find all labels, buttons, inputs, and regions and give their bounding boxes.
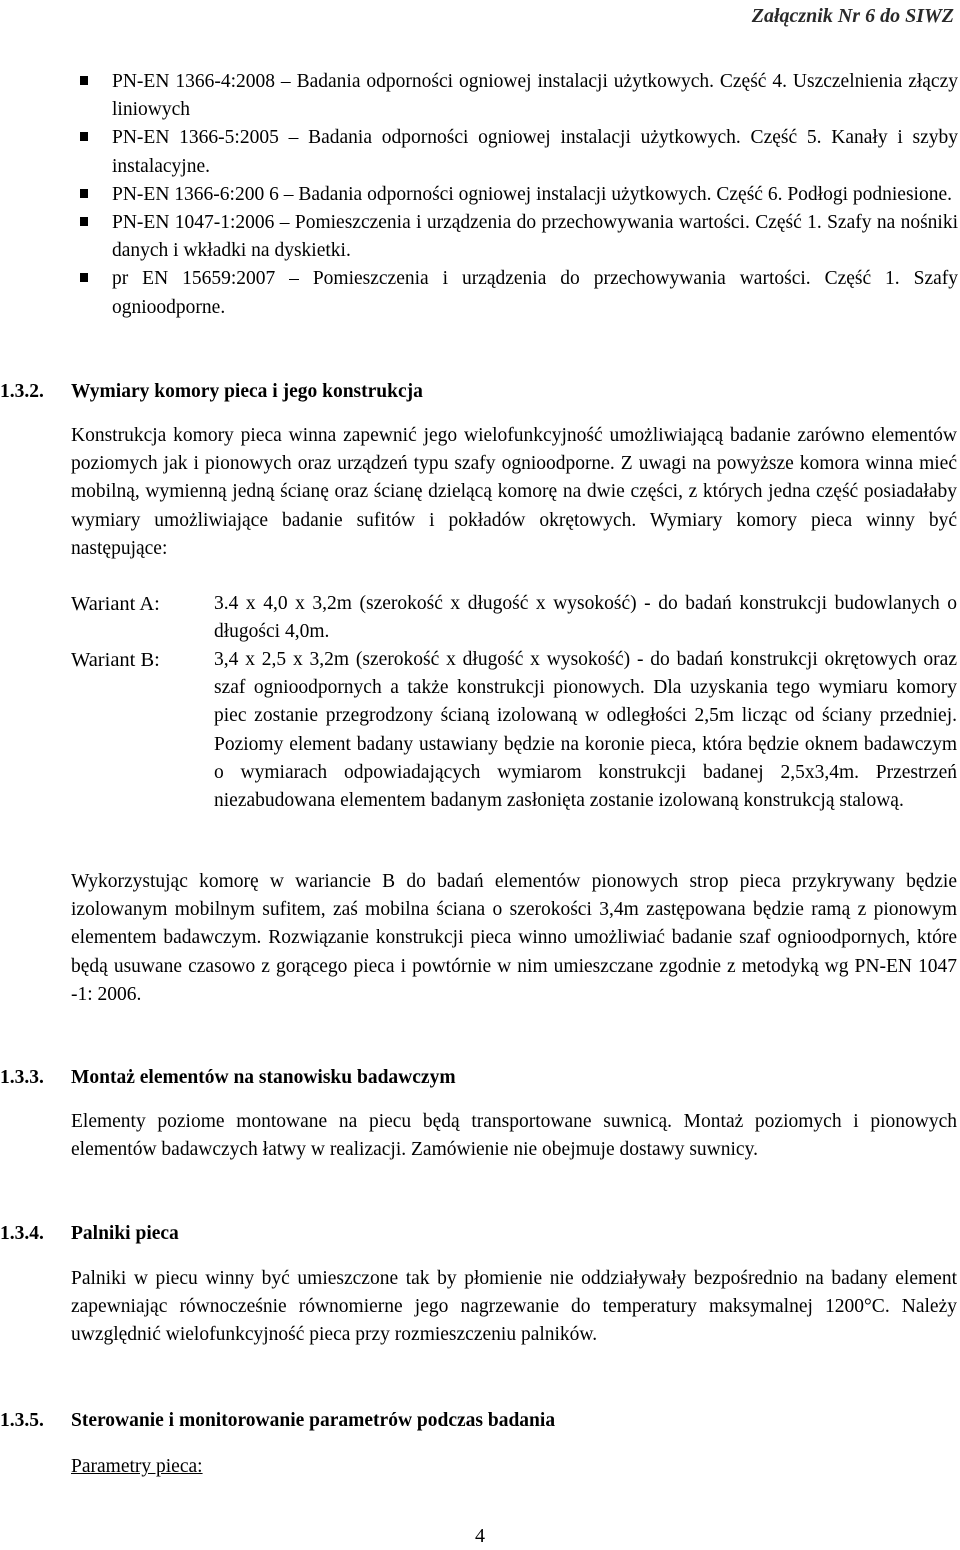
list-item-text: pr EN 15659:2007 – Pomieszczenia i urządzenia do przechowywania wartości. Część 1. Szafy ognioodporne. [112,268,958,318]
square-bullet-icon [80,273,88,282]
square-bullet-icon [80,217,88,226]
subheading-furnace-parameters: Parametry pieca: [71,1456,203,1477]
section-number: 1.3.4. [0,1223,44,1244]
list-item-text: PN-EN 1366-5:2005 – Badania odporności ogniowej instalacji użytkowych. Część 5. Kanały i szyby instalacyjne. [112,127,958,177]
section-title: Sterowanie i monitorowanie parametrów podczas badania [71,1410,556,1431]
section-number: 1.3.3. [0,1067,44,1088]
list-item-text: PN-EN 1366-4:2008 – Badania odporności ogniowej instalacji użytkowych. Część 4. Uszczelnienia złączy liniowych [112,71,958,121]
square-bullet-icon [80,76,88,85]
variant-b-text: 3,4 x 2,5 x 3,2m (szerokość x długość x wysokość) - do badań konstrukcji okrętowych oraz szaf ognioodpornych a także konstrukcji pionowych. Dla uzyskania tego wymiaru komory piec zostanie przegrodzony ścianą izolowaną w odległości 2,5m licząc od ściany przedniej. Poziomy element badany ustawiany będzie na koronie pieca, która będzie oknem badawczym o wymiarach odpowiadających wymiarom konstrukcji badanej 2,5x3,4m. Przestrzeń niezabudowana elementem badanym zasłonięta zostanie izolowaną konstrukcją stalową. [214,649,957,812]
section-title: Palniki pieca [71,1223,179,1244]
list-item [72,265,958,321]
square-bullet-icon [80,189,88,198]
paragraph: Elementy poziome montowane na piecu będą transportowane suwnicą. Montaż poziomych i pionowych elementów badawczych łatwy w realizacji. Zamówienie nie obejmuje dostawy suwnicy. [71,1111,957,1161]
square-bullet-icon [80,132,88,141]
page-number: 4 [475,1525,485,1547]
list-item-text: PN-EN 1047-1:2006 – Pomieszczenia i urządzenia do przechowywania wartości. Część 1. Szafy na nośniki danych i wkładki na dyskietki. [112,212,958,262]
section-number: 1.3.2. [0,381,44,402]
list-item [72,209,958,265]
variant-a-text: 3.4 x 4,0 x 3,2m (szerokość x długość x wysokość) - do badań konstrukcji budowlanych o długości 4,0m. [214,593,957,643]
list-item [72,181,958,209]
standards-list [72,68,958,322]
variant-a-label: Wariant A: [71,593,160,615]
page-header: Załącznik Nr 6 do SIWZ [751,5,954,27]
section-title: Montaż elementów na stanowisku badawczym [71,1067,456,1088]
paragraph: Palniki w piecu winny być umieszczone tak by płomienie nie oddziaływały bezpośrednio na badany element zapewniając równocześnie równomierne jego nagrzewanie do temperatury maksymalnej 1200°C. Należy uwzględnić wielofunkcyjność pieca przy rozmieszczeniu palników. [71,1268,957,1346]
list-item [72,124,958,180]
variant-b-label: Wariant B: [71,649,160,671]
paragraph: Wykorzystując komorę w wariancie B do badań elementów pionowych strop pieca przykrywany będzie izolowanym mobilnym sufitem, zaś mobilna ściana o szerokości 3,4m zastępowana będzie ramą z pionowym elementem badawczym. Rozwiązanie konstrukcji pieca winno umożliwiać badanie szaf ognioodpornych, które będą usuwane czasowo z gorącego pieca i powtórnie w nim umieszczane zgodnie z metodyką wg PN-EN 1047 -1: 2006. [71,871,957,1005]
list-item [72,68,958,124]
paragraph: Konstrukcja komory pieca winna zapewnić jego wielofunkcyjność umożliwiającą badanie zarówno elementów poziomych jak i pionowych oraz urządzeń typu szafy ognioodporne. Z uwagi na powyższe komora winna mieć mobilną, wymienną jedną ścianę oraz ścianę dzielącą komorę na dwie części, z których jedna część posiadałaby wymiary umożliwiające badanie sufitów i pokładów okrętowych. Wymiary komory pieca winny być następujące: [71,425,957,559]
section-number: 1.3.5. [0,1410,44,1431]
list-item-text: PN-EN 1366-6:200 6 – Badania odporności ogniowej instalacji użytkowych. Część 6. Podłogi podniesione. [112,183,952,205]
section-title: Wymiary komory pieca i jego konstrukcja [71,381,423,402]
